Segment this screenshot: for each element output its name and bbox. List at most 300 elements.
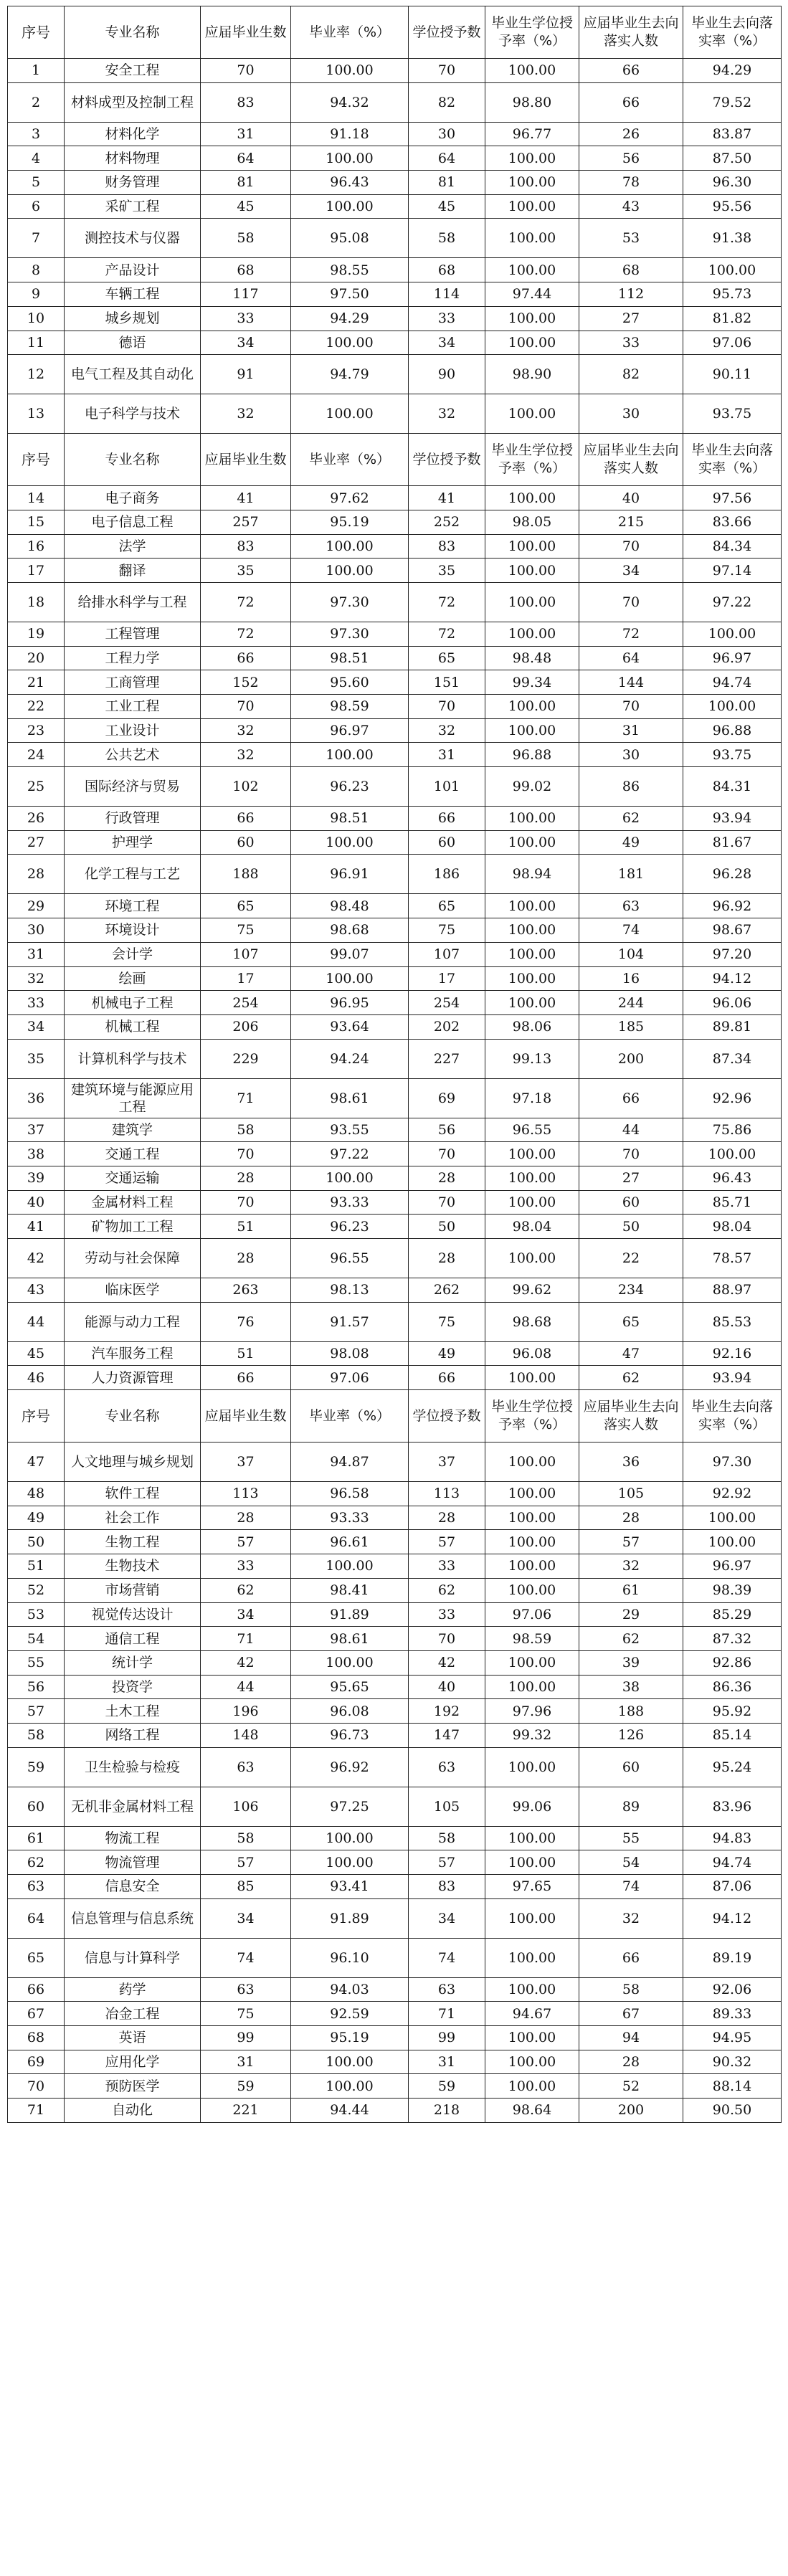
table-row bbox=[8, 534, 782, 559]
cell-degrees: 227 bbox=[409, 1039, 485, 1078]
cell-degrees: 28 bbox=[409, 1166, 485, 1190]
table-row bbox=[8, 1278, 782, 1303]
cell-grad-rate: 97.22 bbox=[291, 1142, 409, 1166]
cell-degree-rate: 98.06 bbox=[485, 1014, 579, 1039]
cell-placement-rate: 94.29 bbox=[683, 59, 782, 83]
cell-placed: 181 bbox=[579, 855, 683, 894]
table-row bbox=[8, 1602, 782, 1627]
cell-major: 环境工程 bbox=[65, 894, 201, 918]
cell-graduates: 34 bbox=[201, 1898, 291, 1938]
cell-grad-rate: 96.43 bbox=[291, 171, 409, 195]
table-row bbox=[8, 743, 782, 767]
cell-placed: 74 bbox=[579, 918, 683, 943]
cell-degree-rate: 98.90 bbox=[485, 355, 579, 394]
cell-degree-rate: 100.00 bbox=[485, 1554, 579, 1579]
table-body bbox=[8, 6, 782, 2123]
cell-degrees: 65 bbox=[409, 894, 485, 918]
cell-grad-rate: 99.07 bbox=[291, 942, 409, 966]
cell-placement-rate: 75.86 bbox=[683, 1118, 782, 1142]
cell-grad-rate: 93.33 bbox=[291, 1506, 409, 1530]
employment-statistics-table bbox=[7, 6, 782, 2123]
cell-graduates: 91 bbox=[201, 355, 291, 394]
cell-seq: 9 bbox=[8, 282, 65, 307]
cell-placed: 30 bbox=[579, 743, 683, 767]
cell-grad-rate: 96.08 bbox=[291, 1699, 409, 1724]
cell-placed: 89 bbox=[579, 1787, 683, 1826]
cell-seq: 39 bbox=[8, 1166, 65, 1190]
cell-placement-rate: 84.31 bbox=[683, 767, 782, 807]
cell-seq: 37 bbox=[8, 1118, 65, 1142]
cell-degrees: 17 bbox=[409, 966, 485, 991]
cell-degrees: 35 bbox=[409, 559, 485, 583]
cell-grad-rate: 100.00 bbox=[291, 966, 409, 991]
cell-grad-rate: 100.00 bbox=[291, 331, 409, 355]
cell-placed: 55 bbox=[579, 1826, 683, 1850]
cell-grad-rate: 94.24 bbox=[291, 1039, 409, 1078]
table-row bbox=[8, 1530, 782, 1554]
cell-seq: 27 bbox=[8, 830, 65, 855]
cell-seq: 45 bbox=[8, 1341, 65, 1366]
table-row bbox=[8, 1482, 782, 1506]
cell-degree-rate: 98.04 bbox=[485, 1215, 579, 1239]
cell-seq: 21 bbox=[8, 670, 65, 695]
cell-graduates: 33 bbox=[201, 306, 291, 331]
cell-grad-rate: 95.60 bbox=[291, 670, 409, 695]
cell-grad-rate: 97.06 bbox=[291, 1366, 409, 1390]
cell-placed: 61 bbox=[579, 1578, 683, 1602]
cell-degrees: 99 bbox=[409, 2026, 485, 2050]
cell-placement-rate: 93.75 bbox=[683, 743, 782, 767]
cell-degrees: 28 bbox=[409, 1239, 485, 1278]
cell-placement-rate: 95.24 bbox=[683, 1747, 782, 1787]
cell-placement-rate: 98.04 bbox=[683, 1215, 782, 1239]
cell-degree-rate: 97.65 bbox=[485, 1875, 579, 1899]
cell-graduates: 65 bbox=[201, 894, 291, 918]
cell-placed: 72 bbox=[579, 622, 683, 646]
cell-placed: 30 bbox=[579, 394, 683, 434]
cell-graduates: 63 bbox=[201, 1977, 291, 2002]
cell-seq: 44 bbox=[8, 1302, 65, 1341]
cell-major: 给排水科学与工程 bbox=[65, 582, 201, 622]
cell-degree-rate: 96.77 bbox=[485, 122, 579, 146]
cell-graduates: 148 bbox=[201, 1723, 291, 1747]
cell-placed: 32 bbox=[579, 1554, 683, 1579]
cell-degrees: 69 bbox=[409, 1078, 485, 1118]
cell-seq: 67 bbox=[8, 2002, 65, 2026]
cell-degrees: 57 bbox=[409, 1850, 485, 1875]
cell-seq: 51 bbox=[8, 1554, 65, 1579]
cell-seq: 25 bbox=[8, 767, 65, 807]
cell-graduates: 31 bbox=[201, 2050, 291, 2074]
cell-major: 预防医学 bbox=[65, 2074, 201, 2099]
cell-degree-rate: 99.13 bbox=[485, 1039, 579, 1078]
cell-placement-rate: 78.57 bbox=[683, 1239, 782, 1278]
cell-placed: 22 bbox=[579, 1239, 683, 1278]
cell-degree-rate: 100.00 bbox=[485, 559, 579, 583]
cell-major: 卫生检验与检疫 bbox=[65, 1747, 201, 1787]
cell-degree-rate: 97.96 bbox=[485, 1699, 579, 1724]
cell-graduates: 117 bbox=[201, 282, 291, 307]
cell-major: 自动化 bbox=[65, 2099, 201, 2123]
cell-placed: 49 bbox=[579, 830, 683, 855]
cell-grad-rate: 95.65 bbox=[291, 1675, 409, 1699]
cell-grad-rate: 97.50 bbox=[291, 282, 409, 307]
cell-major: 矿物加工工程 bbox=[65, 1215, 201, 1239]
header-row bbox=[8, 434, 782, 486]
cell-degrees: 32 bbox=[409, 394, 485, 434]
cell-degrees: 147 bbox=[409, 1723, 485, 1747]
cell-graduates: 257 bbox=[201, 510, 291, 534]
cell-degree-rate: 98.80 bbox=[485, 82, 579, 122]
cell-placement-rate: 97.20 bbox=[683, 942, 782, 966]
cell-placed: 57 bbox=[579, 1530, 683, 1554]
cell-major: 行政管理 bbox=[65, 807, 201, 831]
cell-placement-rate: 96.97 bbox=[683, 646, 782, 670]
cell-placement-rate: 100.00 bbox=[683, 258, 782, 282]
cell-grad-rate: 91.89 bbox=[291, 1602, 409, 1627]
cell-seq: 60 bbox=[8, 1787, 65, 1826]
cell-major: 生物技术 bbox=[65, 1554, 201, 1579]
cell-degree-rate: 98.64 bbox=[485, 2099, 579, 2123]
cell-degree-rate: 100.00 bbox=[485, 1190, 579, 1215]
cell-seq: 19 bbox=[8, 622, 65, 646]
table-row bbox=[8, 1875, 782, 1899]
cell-grad-rate: 96.58 bbox=[291, 1482, 409, 1506]
cell-placement-rate: 100.00 bbox=[683, 1506, 782, 1530]
cell-grad-rate: 91.89 bbox=[291, 1898, 409, 1938]
table-row bbox=[8, 1699, 782, 1724]
cell-major: 建筑环境与能源应用工程 bbox=[65, 1078, 201, 1118]
cell-placed: 70 bbox=[579, 582, 683, 622]
cell-placed: 43 bbox=[579, 194, 683, 219]
cell-placed: 62 bbox=[579, 807, 683, 831]
cell-placed: 53 bbox=[579, 219, 683, 258]
cell-degree-rate: 100.00 bbox=[485, 1506, 579, 1530]
cell-degree-rate: 100.00 bbox=[485, 1142, 579, 1166]
cell-major: 无机非金属材料工程 bbox=[65, 1787, 201, 1826]
cell-grad-rate: 94.79 bbox=[291, 355, 409, 394]
table-row bbox=[8, 331, 782, 355]
cell-placement-rate: 96.92 bbox=[683, 894, 782, 918]
cell-placed: 70 bbox=[579, 534, 683, 559]
cell-degrees: 34 bbox=[409, 1898, 485, 1938]
table-row bbox=[8, 1578, 782, 1602]
table-row bbox=[8, 1850, 782, 1875]
cell-seq: 30 bbox=[8, 918, 65, 943]
cell-degrees: 28 bbox=[409, 1506, 485, 1530]
cell-graduates: 188 bbox=[201, 855, 291, 894]
cell-seq: 36 bbox=[8, 1078, 65, 1118]
cell-degrees: 56 bbox=[409, 1118, 485, 1142]
cell-placed: 26 bbox=[579, 122, 683, 146]
cell-seq: 7 bbox=[8, 219, 65, 258]
cell-grad-rate: 100.00 bbox=[291, 1826, 409, 1850]
cell-placed: 200 bbox=[579, 1039, 683, 1078]
cell-major: 市场营销 bbox=[65, 1578, 201, 1602]
cell-degree-rate: 100.00 bbox=[485, 59, 579, 83]
cell-seq: 14 bbox=[8, 486, 65, 510]
cell-placed: 50 bbox=[579, 1215, 683, 1239]
cell-degree-rate: 100.00 bbox=[485, 171, 579, 195]
cell-seq: 49 bbox=[8, 1506, 65, 1530]
table-row bbox=[8, 855, 782, 894]
cell-placement-rate: 95.56 bbox=[683, 194, 782, 219]
cell-major: 电子商务 bbox=[65, 486, 201, 510]
header-cell-degrees: 学位授予数 bbox=[409, 1390, 485, 1443]
header-cell-grad-rate: 毕业率（%） bbox=[291, 1390, 409, 1443]
cell-placement-rate: 93.75 bbox=[683, 394, 782, 434]
cell-placed: 244 bbox=[579, 991, 683, 1015]
cell-placement-rate: 85.29 bbox=[683, 1602, 782, 1627]
cell-seq: 12 bbox=[8, 355, 65, 394]
cell-placed: 29 bbox=[579, 1602, 683, 1627]
cell-major: 能源与动力工程 bbox=[65, 1302, 201, 1341]
cell-degrees: 151 bbox=[409, 670, 485, 695]
cell-seq: 16 bbox=[8, 534, 65, 559]
cell-placement-rate: 97.56 bbox=[683, 486, 782, 510]
table-row bbox=[8, 2074, 782, 2099]
cell-placement-rate: 85.14 bbox=[683, 1723, 782, 1747]
header-cell-seq: 序号 bbox=[8, 1390, 65, 1443]
cell-grad-rate: 100.00 bbox=[291, 559, 409, 583]
cell-degree-rate: 100.00 bbox=[485, 534, 579, 559]
cell-seq: 22 bbox=[8, 695, 65, 719]
cell-degrees: 75 bbox=[409, 1302, 485, 1341]
table-row bbox=[8, 1239, 782, 1278]
cell-degree-rate: 100.00 bbox=[485, 1938, 579, 1977]
cell-graduates: 68 bbox=[201, 258, 291, 282]
cell-major: 安全工程 bbox=[65, 59, 201, 83]
cell-placement-rate: 92.16 bbox=[683, 1341, 782, 1366]
cell-grad-rate: 96.95 bbox=[291, 991, 409, 1015]
cell-placement-rate: 94.83 bbox=[683, 1826, 782, 1850]
cell-graduates: 57 bbox=[201, 1530, 291, 1554]
cell-graduates: 34 bbox=[201, 331, 291, 355]
cell-degrees: 70 bbox=[409, 59, 485, 83]
cell-degree-rate: 100.00 bbox=[485, 1650, 579, 1675]
cell-seq: 41 bbox=[8, 1215, 65, 1239]
cell-placement-rate: 97.30 bbox=[683, 1443, 782, 1482]
cell-degree-rate: 100.00 bbox=[485, 331, 579, 355]
cell-degrees: 262 bbox=[409, 1278, 485, 1303]
table-row bbox=[8, 718, 782, 743]
cell-degrees: 34 bbox=[409, 331, 485, 355]
cell-grad-rate: 92.59 bbox=[291, 2002, 409, 2026]
header-cell-major: 专业名称 bbox=[65, 1390, 201, 1443]
cell-seq: 17 bbox=[8, 559, 65, 583]
table-row bbox=[8, 1302, 782, 1341]
cell-major: 财务管理 bbox=[65, 171, 201, 195]
cell-placed: 62 bbox=[579, 1627, 683, 1651]
cell-placed: 60 bbox=[579, 1747, 683, 1787]
cell-placed: 234 bbox=[579, 1278, 683, 1303]
cell-placed: 215 bbox=[579, 510, 683, 534]
cell-graduates: 81 bbox=[201, 171, 291, 195]
cell-major: 信息与计算科学 bbox=[65, 1938, 201, 1977]
cell-placement-rate: 94.95 bbox=[683, 2026, 782, 2050]
cell-major: 电气工程及其自动化 bbox=[65, 355, 201, 394]
cell-major: 机械电子工程 bbox=[65, 991, 201, 1015]
cell-grad-rate: 93.41 bbox=[291, 1875, 409, 1899]
table-row bbox=[8, 966, 782, 991]
cell-degree-rate: 100.00 bbox=[485, 991, 579, 1015]
cell-seq: 33 bbox=[8, 991, 65, 1015]
cell-degree-rate: 100.00 bbox=[485, 306, 579, 331]
cell-placement-rate: 92.06 bbox=[683, 1977, 782, 2002]
table-row bbox=[8, 918, 782, 943]
table-row bbox=[8, 942, 782, 966]
cell-major: 工业工程 bbox=[65, 695, 201, 719]
cell-placement-rate: 87.32 bbox=[683, 1627, 782, 1651]
cell-placement-rate: 88.97 bbox=[683, 1278, 782, 1303]
cell-graduates: 58 bbox=[201, 1118, 291, 1142]
table-row bbox=[8, 2050, 782, 2074]
cell-major: 绘画 bbox=[65, 966, 201, 991]
cell-placed: 27 bbox=[579, 1166, 683, 1190]
cell-grad-rate: 98.51 bbox=[291, 807, 409, 831]
cell-major: 信息安全 bbox=[65, 1875, 201, 1899]
cell-seq: 38 bbox=[8, 1142, 65, 1166]
cell-major: 物流管理 bbox=[65, 1850, 201, 1875]
header-cell-degrees: 学位授予数 bbox=[409, 434, 485, 486]
cell-major: 人力资源管理 bbox=[65, 1366, 201, 1390]
header-cell-degree-rate: 毕业生学位授予率（%） bbox=[485, 6, 579, 59]
table-row bbox=[8, 122, 782, 146]
cell-placed: 62 bbox=[579, 1366, 683, 1390]
cell-placement-rate: 96.06 bbox=[683, 991, 782, 1015]
cell-degree-rate: 99.02 bbox=[485, 767, 579, 807]
cell-placed: 67 bbox=[579, 2002, 683, 2026]
cell-graduates: 64 bbox=[201, 146, 291, 171]
cell-placement-rate: 98.39 bbox=[683, 1578, 782, 1602]
cell-seq: 24 bbox=[8, 743, 65, 767]
cell-grad-rate: 96.23 bbox=[291, 1215, 409, 1239]
cell-placed: 200 bbox=[579, 2099, 683, 2123]
cell-major: 环境设计 bbox=[65, 918, 201, 943]
cell-placement-rate: 97.22 bbox=[683, 582, 782, 622]
cell-major: 社会工作 bbox=[65, 1506, 201, 1530]
cell-seq: 11 bbox=[8, 331, 65, 355]
cell-graduates: 66 bbox=[201, 646, 291, 670]
cell-seq: 34 bbox=[8, 1014, 65, 1039]
cell-major: 人文地理与城乡规划 bbox=[65, 1443, 201, 1482]
cell-degrees: 70 bbox=[409, 1627, 485, 1651]
cell-graduates: 44 bbox=[201, 1675, 291, 1699]
cell-placed: 36 bbox=[579, 1443, 683, 1482]
cell-major: 建筑学 bbox=[65, 1118, 201, 1142]
cell-major: 汽车服务工程 bbox=[65, 1341, 201, 1366]
cell-major: 机械工程 bbox=[65, 1014, 201, 1039]
cell-placed: 39 bbox=[579, 1650, 683, 1675]
cell-major: 工业设计 bbox=[65, 718, 201, 743]
cell-major: 采矿工程 bbox=[65, 194, 201, 219]
cell-seq: 6 bbox=[8, 194, 65, 219]
cell-placement-rate: 97.14 bbox=[683, 559, 782, 583]
table-row bbox=[8, 646, 782, 670]
cell-grad-rate: 97.30 bbox=[291, 622, 409, 646]
cell-major: 材料化学 bbox=[65, 122, 201, 146]
cell-seq: 42 bbox=[8, 1239, 65, 1278]
cell-placement-rate: 94.12 bbox=[683, 966, 782, 991]
table-row bbox=[8, 2002, 782, 2026]
cell-degrees: 68 bbox=[409, 258, 485, 282]
cell-major: 交通工程 bbox=[65, 1142, 201, 1166]
cell-grad-rate: 93.64 bbox=[291, 1014, 409, 1039]
cell-graduates: 32 bbox=[201, 394, 291, 434]
cell-placement-rate: 94.74 bbox=[683, 670, 782, 695]
header-cell-seq: 序号 bbox=[8, 434, 65, 486]
cell-major: 化学工程与工艺 bbox=[65, 855, 201, 894]
cell-placed: 56 bbox=[579, 146, 683, 171]
header-cell-placement-rate: 毕业生去向落实率（%） bbox=[683, 434, 782, 486]
cell-seq: 29 bbox=[8, 894, 65, 918]
header-cell-graduates: 应届毕业生数 bbox=[201, 434, 291, 486]
cell-seq: 63 bbox=[8, 1875, 65, 1899]
cell-placement-rate: 96.30 bbox=[683, 171, 782, 195]
cell-degree-rate: 100.00 bbox=[485, 194, 579, 219]
cell-graduates: 28 bbox=[201, 1166, 291, 1190]
cell-degree-rate: 100.00 bbox=[485, 1675, 579, 1699]
cell-degree-rate: 100.00 bbox=[485, 1530, 579, 1554]
cell-placement-rate: 89.33 bbox=[683, 2002, 782, 2026]
header-cell-placement-rate: 毕业生去向落实率（%） bbox=[683, 6, 782, 59]
cell-placement-rate: 96.88 bbox=[683, 718, 782, 743]
cell-grad-rate: 96.97 bbox=[291, 718, 409, 743]
cell-degrees: 202 bbox=[409, 1014, 485, 1039]
header-cell-degree-rate: 毕业生学位授予率（%） bbox=[485, 434, 579, 486]
cell-seq: 46 bbox=[8, 1366, 65, 1390]
cell-grad-rate: 91.57 bbox=[291, 1302, 409, 1341]
cell-grad-rate: 98.68 bbox=[291, 918, 409, 943]
cell-degree-rate: 100.00 bbox=[485, 582, 579, 622]
cell-placed: 70 bbox=[579, 1142, 683, 1166]
cell-placed: 70 bbox=[579, 695, 683, 719]
cell-placed: 40 bbox=[579, 486, 683, 510]
cell-graduates: 58 bbox=[201, 1826, 291, 1850]
cell-grad-rate: 96.55 bbox=[291, 1239, 409, 1278]
cell-seq: 3 bbox=[8, 122, 65, 146]
cell-degree-rate: 100.00 bbox=[485, 1239, 579, 1278]
cell-graduates: 196 bbox=[201, 1699, 291, 1724]
cell-placement-rate: 95.92 bbox=[683, 1699, 782, 1724]
cell-major: 药学 bbox=[65, 1977, 201, 2002]
cell-graduates: 254 bbox=[201, 991, 291, 1015]
cell-placed: 74 bbox=[579, 1875, 683, 1899]
cell-degree-rate: 100.00 bbox=[485, 830, 579, 855]
cell-major: 车辆工程 bbox=[65, 282, 201, 307]
cell-degrees: 105 bbox=[409, 1787, 485, 1826]
cell-degrees: 32 bbox=[409, 718, 485, 743]
table-row bbox=[8, 622, 782, 646]
cell-placement-rate: 90.50 bbox=[683, 2099, 782, 2123]
cell-major: 材料成型及控制工程 bbox=[65, 82, 201, 122]
cell-grad-rate: 100.00 bbox=[291, 2074, 409, 2099]
cell-graduates: 72 bbox=[201, 622, 291, 646]
cell-grad-rate: 100.00 bbox=[291, 2050, 409, 2074]
cell-placement-rate: 90.32 bbox=[683, 2050, 782, 2074]
cell-degree-rate: 96.55 bbox=[485, 1118, 579, 1142]
cell-major: 视觉传达设计 bbox=[65, 1602, 201, 1627]
cell-degree-rate: 100.00 bbox=[485, 807, 579, 831]
cell-grad-rate: 94.32 bbox=[291, 82, 409, 122]
cell-degree-rate: 98.05 bbox=[485, 510, 579, 534]
cell-degrees: 254 bbox=[409, 991, 485, 1015]
cell-placed: 31 bbox=[579, 718, 683, 743]
cell-placement-rate: 95.73 bbox=[683, 282, 782, 307]
cell-graduates: 66 bbox=[201, 807, 291, 831]
cell-degree-rate: 100.00 bbox=[485, 258, 579, 282]
cell-grad-rate: 98.55 bbox=[291, 258, 409, 282]
